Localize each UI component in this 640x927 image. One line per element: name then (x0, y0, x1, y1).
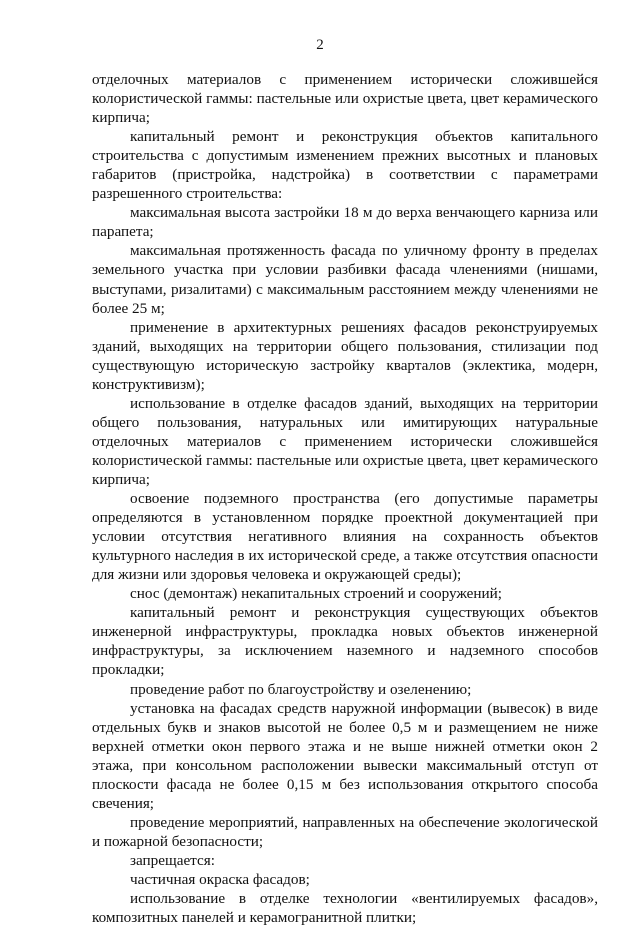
paragraph: частичная окраска фасадов; (130, 870, 310, 888)
paragraph: запрещается: (130, 851, 215, 869)
paragraph: освоение подземного пространства (его допустимые параметры определяются в установленном порядке проектной документацией при условии отсутствия негативного влияния на сохранность объектов культурного наследия в их исторической среде, а также отсутствия опасности для жизни или здоровья человека и окружающей среды); (92, 490, 598, 584)
page-number: 2 (316, 37, 324, 53)
paragraph: установка на фасадах средств наружной информации (вывесок) в виде отдельных букв и знаков высотой не более 0,5 м и размещением не ниже верхней отметки окон первого этажа и не выше нижней отметки окон 2 этажа, при консольном расположении вывески максимальный отступ от плоскости фасада не более 0,15 м без использования открытого способа свечения; (92, 699, 598, 812)
paragraph: проведение мероприятий, направленных на обеспечение экологической и пожарной безопасности; (92, 813, 598, 850)
paragraph: снос (демонтаж) некапитальных строений и сооружений; (130, 585, 503, 603)
document-body (92, 70, 598, 927)
paragraph: применение в архитектурных решениях фасадов реконструируемых зданий, выходящих на территории общего пользования, стилизации под существующую историческую застройку кварталов (эклектика, модерн, конструктивизм); (92, 318, 598, 393)
paragraph: отделочных материалов с применением исторически сложившейся колористической гаммы: пастельные или охристые цвета, цвет керамического кирпича; (92, 71, 598, 127)
paragraph: проведение работ по благоустройству и озеленению; (130, 680, 472, 698)
paragraph: использование в отделке фасадов зданий, выходящих на территории общего пользования, натуральных или имитирующих натуральные отделочных материалов с применением исторически сложившейся колористической гаммы: пастельные или охристые цвета, цвет керамического кирпича; (92, 394, 598, 488)
paragraph: капитальный ремонт и реконструкция существующих объектов инженерной инфраструктуры, прокладка новых объектов инженерной инфраструктуры, за исключением наземного и надземного способов прокладки; (92, 604, 598, 679)
paragraph: максимальная высота застройки 18 м до верха венчающего карниза или парапета; (92, 204, 598, 241)
paragraph: капитальный ремонт и реконструкция объектов капитального строительства с допустимым изменением прежних высотных и плановых габаритов (пристройка, надстройка) в соответствии с параметрами разрешенного строительства: (92, 128, 598, 203)
paragraph: максимальная протяженность фасада по уличному фронту в пределах земельного участка при условии разбивки фасада членениями (нишами, выступами, ризалитами) с максимальным расстоянием между членениями не более 25 м; (92, 242, 598, 317)
paragraph: использование в отделке технологии «вентилируемых фасадов», композитных панелей и керамогранитной плитки; (92, 890, 598, 927)
